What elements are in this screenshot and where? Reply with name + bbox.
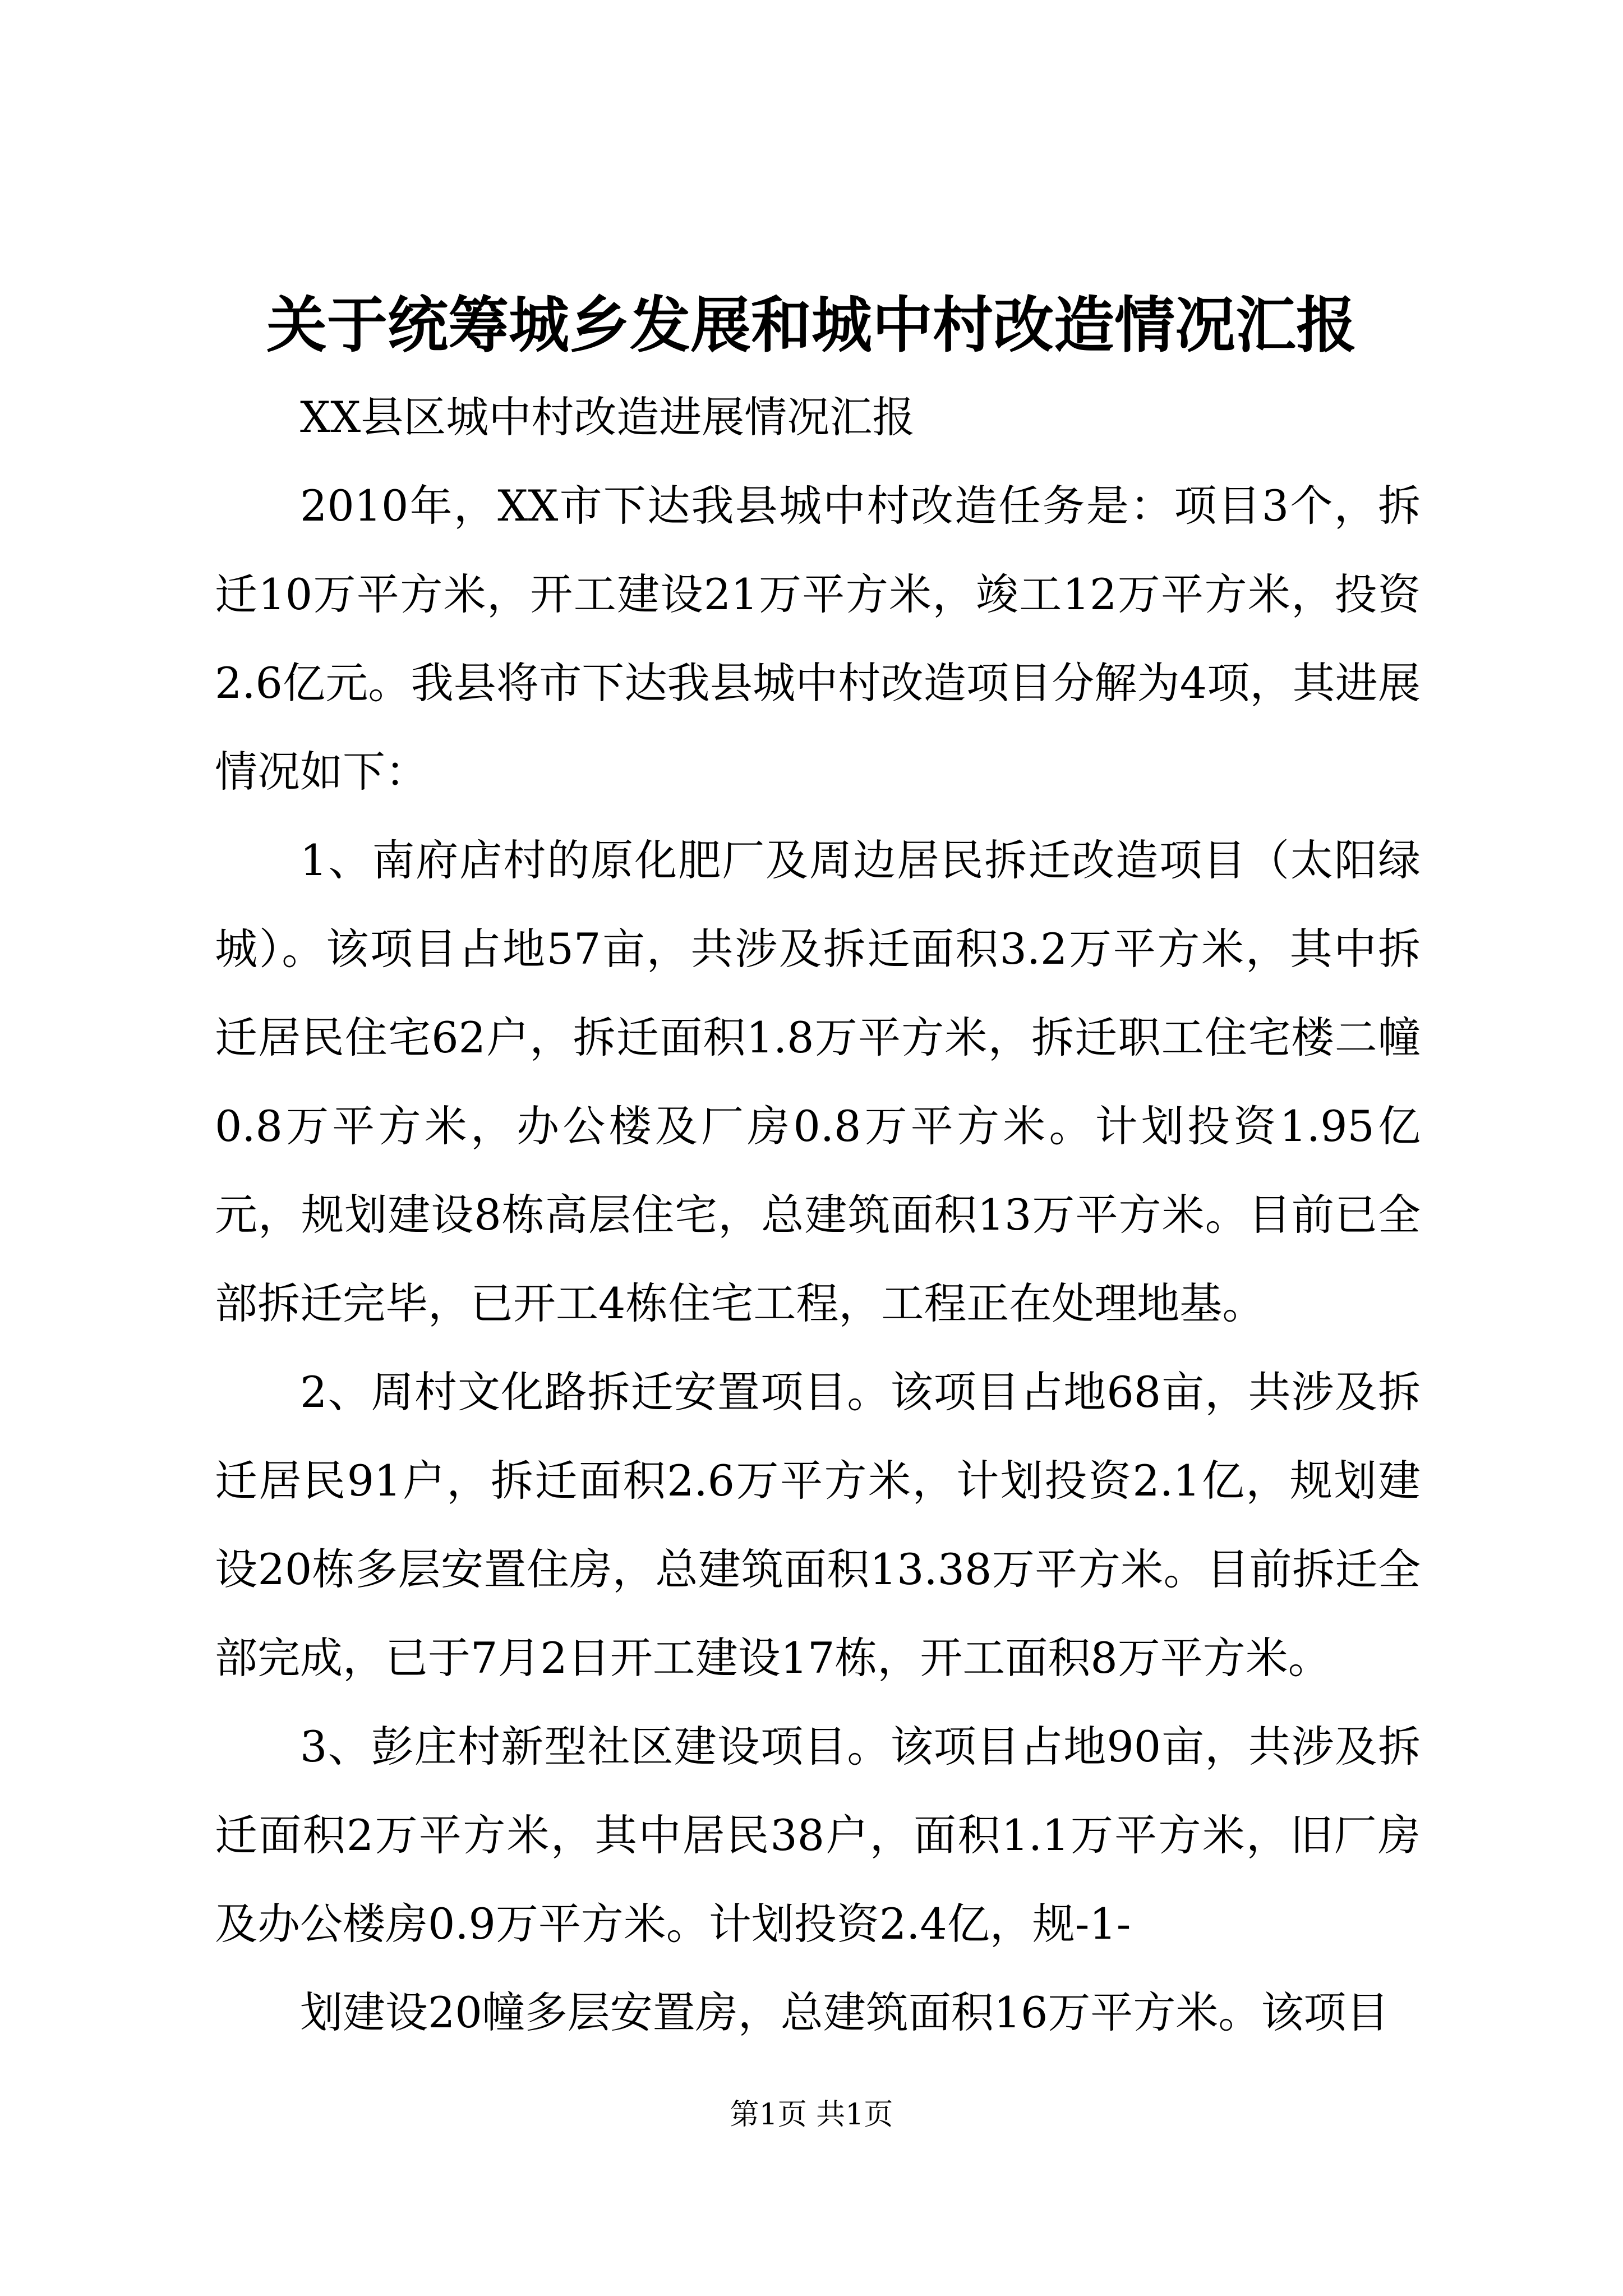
paragraph-project-3: 3、彭庄村新型社区建设项目。该项目占地90亩，共涉及拆迁面积2万平方米，其中居民38户，面积1.1万平方米，旧厂房及办公楼房0.9万平方米。计划投资2.4亿，规-1- [215, 1722, 1421, 1949]
document-body [215, 373, 1421, 2057]
paragraph-task-overview: 2010年，XX市下达我县城中村改造任务是：项目3个，拆迁10万平方米，开工建设21万平方米，竣工12万平方米，投资2.6亿元。我县将市下达我县城中村改造项目分解为4项，其进展情况如下： [215, 481, 1421, 797]
paragraph-subtitle: XX县区城中村改造进展情况汇报 [300, 392, 915, 442]
page-footer: 第1页 共1页 [730, 2098, 893, 2132]
paragraph-project-3-continued: 划建设20幢多层安置房，总建筑面积16万平方米。该项目 [300, 1987, 1389, 2037]
paragraph-project-1: 1、南府店村的原化肥厂及周边居民拆迁改造项目（太阳绿城）。该项目占地57亩，共涉及拆迁面积3.2万平方米，其中拆迁居民住宅62户，拆迁面积1.8万平方米，拆迁职工住宅楼二幢0.8万平方米，办公楼及厂房0.8万平方米。计划投资1.95亿元，规划建设8栋高层住宅，总建筑面积13万平方米。目前已全部拆迁完毕，已开工4栋住宅工程，工程正在处理地基。 [215, 835, 1421, 1328]
paragraph-project-2: 2、周村文化路拆迁安置项目。该项目占地68亩，共涉及拆迁居民91户，拆迁面积2.6万平方米，计划投资2.1亿，规划建设20栋多层安置住房，总建筑面积13.38万平方米。目前拆迁全部完成，已于7月2日开工建设17栋，开工面积8万平方米。 [215, 1367, 1421, 1683]
document-title: 关于统筹城乡发展和城中村改造情况汇报 [266, 290, 1357, 361]
